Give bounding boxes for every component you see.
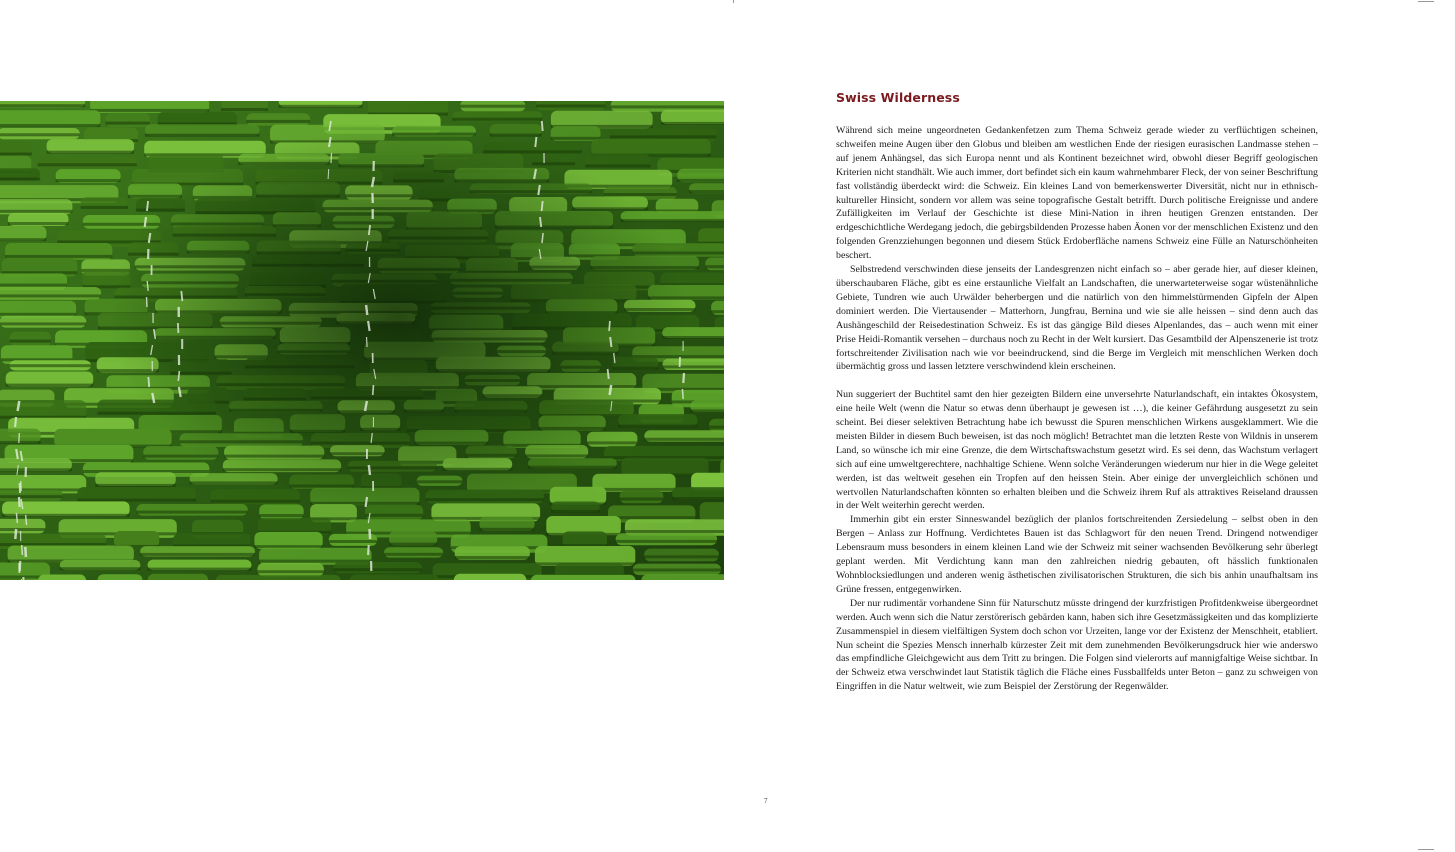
page-title: Swiss Wilderness: [836, 90, 960, 105]
paragraph-5: Der nur rudimentär vorhandene Sinn für Naturschutz müsste dringend der kurzfristigen Profitdenkweise übergeordnet werden. Auch wenn sich die Natur zerstörerisch gebärden kann, haben sich ihre Gesetzmässigkeiten und das komplizierte Zusammenspiel in diesem vielfältigen System doch schon vor Urzeiten, lange vor der Existenz der Menschheit, etabliert. Nun scheint die Spezies Mensch innerhalb kürzester Zeit mit dem zunehmenden Bevölkerungsdruck hier wie anderswo das empfindliche Gleichgewicht aus dem Tritt zu bringen. Die Folgen sind vielerorts auf mannigfaltige Weise sichtbar. In der Schweiz etwa verschwindet laut Statistik täglich die Fläche eines Fussballfelds unter Beton – ganz zu schweigen von Eingriffen in die Natur weltweit, wie zum Beispiel der Zerstörung der Regenwälder.: [836, 597, 1318, 693]
paragraph-1: Während sich meine ungeordneten Gedankenfetzen zum Thema Schweiz gerade wieder zu verflüchtigen scheinen, schweifen meine Augen über den Globus und bleiben am westlichen Ende der riesigen eurasischen Landmasse stehen – auf jenem Anhängsel, das sich Europa nennt und als Kontinent bezeichnet wird, obwohl dieser Begriff geologischen Kriterien nicht standhält. Wie auch immer, dort befindet sich ein kaum wahrnehmbarer Fleck, der von seiner Beschriftung fast vollständig überdeckt wird: die Schweiz. Ein kleines Land von bemerkenswerter Diversität, nicht nur in ethnisch-kultureller Hinsicht, sondern vor allem was seine topografische Gestalt betrifft. Durch politische Ereignisse und andere Zufälligkeiten im Verlauf der Geschichte ist diese Mini-Nation in ihren heutigen Grenzen entstanden. Der erdgeschichtliche Werdegang jedoch, die gebirgsbildenden Prozesse haben Äonen vor der menschlichen Existenz und den folgenden Grenzziehungen begonnen und diesem Stück Erdoberfläche namens Schweiz eine Fülle an Naturschönheiten beschert.: [836, 125, 1319, 262]
crop-mark-top-right: [1418, 1, 1434, 2]
moss-waterfall-photo: [0, 101, 724, 580]
paragraph-3: Nun suggeriert der Buchtitel samt den hier gezeigten Bildern eine unversehrte Naturlandschaft, ein intaktes Ökosystem, eine heile Welt (wenn die Natur so etwas denn überhaupt je gewesen ist …), die keiner Gefährdung ausgesetzt zu sein scheint. Bei dieser selektiven Betrachtung habe ich bewusst die Spuren menschlichen Wirkens ausgeklammert. Wie die meisten Bilder in diesem Buch beweisen, ist das noch möglich! Betrachtet man die letzten Reste von Wildnis in unserem Land, so wünsche ich mir eine Grenze, die dem Wirtschaftswachstum gesetzt wird. Es sei denn, das Wachstum verlagert sich auf eine umweltgerechtere, nachhaltige Schiene. Wenn solche Veränderungen wiederum nur hier in die Wege geleitet werden, ist das weltweit gesehen ein Tropfen auf den heissen Stein. Aber einige der unvergleichlich schönen und wertvollen Naturlandschaften könnten so erhalten bleiben und die Schweiz ihrem Ruf als attraktives Reiseland draussen in der Welt weiterhin gerecht werden.: [836, 389, 1318, 512]
paragraph-4: Immerhin gibt ein erster Sinneswandel bezüglich der planlos fortschreitenden Zersiedelung – selbst oben in den Bergen – Anlass zur Hoffnung. Verdichtetes Bauen ist das Schlagwort für den neuen Trend. Dringend notwendiger Lebensraum muss besonders in einem kleinen Land wie der Schweiz mit seiner wachsenden Bevölkerung sehr überlegt geplant werden. Mit Verdichtung kann man den zahlreichen niedrig gebauten, oft hässlich funktionalen Wohnblocksiedlungen und anderen wenig ästhetischen zivilisatorischen Strukturen, die sich bis anhin unaufhaltsam ins Grüne fressen, entgegenwirken.: [836, 514, 1318, 595]
paragraph-2: Selbstredend verschwinden diese jenseits der Landesgrenzen nicht einfach so – aber gerade hier, auf dieser kleinen, überschaubaren Fläche, gibt es eine erstaunliche Vielfalt an Landschaften, die unerwarteterweise sogar wüstenähnliche Gebiete, Tundren wie auch Urwälder beherbergen und die natürlich von den himmelstürmenden Gipfeln der Alpen dominiert werden. Die Viertausender – Matterhorn, Jungfrau, Bernina und wie sie alle heissen – sind denn auch das Aushängeschild der Reisedestination Schweiz. Es ist das gängige Bild dieses Alpenlandes, das – auch wenn mit einer Prise Heidi-Romantik versehen – durchaus noch zu Recht in der Welt kursiert. Das Gesamtbild der Alpenszenerie ist trotz fortschreitender Zivilisation nach wie vor beeindruckend, sind die Berge im Vergleich mit menschlichen Werken doch übermächtig gross und lassen letztere verschwindend klein erscheinen.: [836, 264, 1318, 373]
page-number: 7: [764, 797, 768, 805]
crop-mark-top-center: [733, 0, 734, 3]
article-body: [836, 124, 1318, 694]
photo-illustration: [0, 101, 724, 580]
article-column: [836, 88, 1318, 694]
crop-mark-bottom-right: [1418, 849, 1434, 850]
